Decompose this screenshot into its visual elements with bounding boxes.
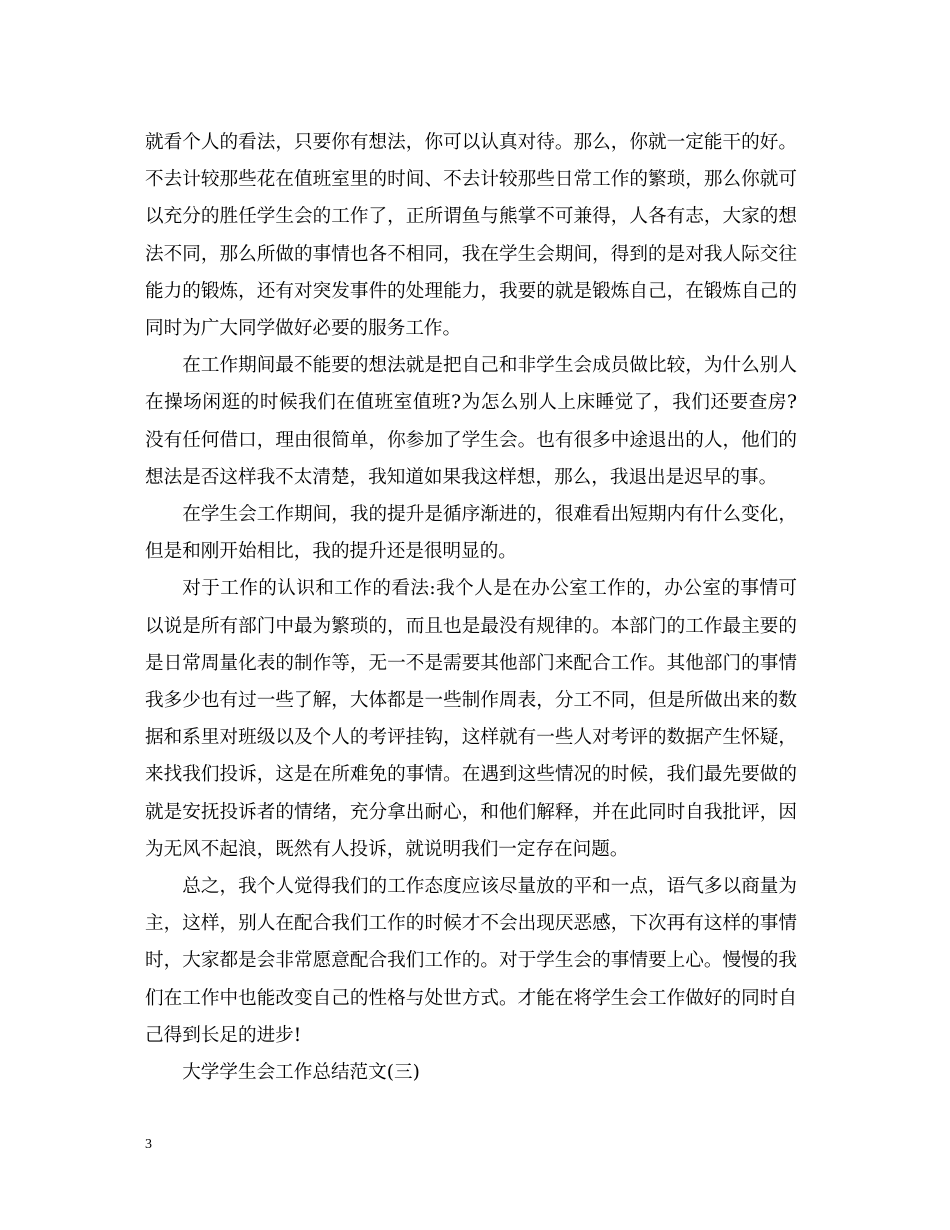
section-heading: 大学学生会工作总结范文(三) bbox=[182, 1062, 420, 1084]
paragraph-2: 在工作期间最不能要的想法就是把自己和非学生会成员做比较，为什么别人在操场闲逛的时候我们在值班室值班?为怎么别人上床睡觉了，我们还要查房?没有任何借口，理由很简单，你参加了学生会。也有很多中途退出的人，他们的想法是否这样我不太清楚，我知道如果我这样想，那么，我退出是迟早的事。 bbox=[145, 355, 797, 488]
document-body bbox=[145, 124, 797, 1091]
paragraph-4: 对于工作的认识和工作的看法:我个人是在办公室工作的，办公室的事情可以说是所有部门中最为繁琐的，而且也是最没有规律的。本部门的工作最主要的是日常周量化表的制作等，无一不是需要其他部门来配合工作。其他部门的事情我多少也有过一些了解，大体都是一些制作周表，分工不同，但是所做出来的数据和系里对班级以及个人的考评挂钩，这样就有一些人对考评的数据产生怀疑，来找我们投诉，这是在所难免的事情。在遇到这些情况的时候，我们最先要做的就是安抚投诉者的情绪，充分拿出耐心，和他们解释，并在此同时自我批评，因为无风不起浪，既然有人投诉，就说明我们一定存在问题。 bbox=[145, 578, 797, 860]
paragraph-5: 总之，我个人觉得我们的工作态度应该尽量放的平和一点，语气多以商量为主，这样，别人在配合我们工作的时候才不会出现厌恶感，下次再有这样的事情时，大家都是会非常愿意配合我们工作的。对于学生会的事情要上心。慢慢的我们在工作中也能改变自己的性格与处世方式。才能在将学生会工作做好的同时自己得到长足的进步! bbox=[145, 876, 797, 1046]
paragraph-3: 在学生会工作期间，我的提升是循序渐进的，很难看出短期内有什么变化，但是和刚开始相比，我的提升还是很明显的。 bbox=[145, 504, 797, 563]
paragraph-1: 就看个人的看法，只要你有想法，你可以认真对待。那么，你就一定能干的好。不去计较那些花在值班室里的时间、不去计较那些日常工作的繁琐，那么你就可以充分的胜任学生会的工作了，正所谓鱼与熊掌不可兼得，人各有志，大家的想法不同，那么所做的事情也各不相同，我在学生会期间，得到的是对我人际交往能力的锻炼，还有对突发事件的处理能力，我要的就是锻炼自己，在锻炼自己的同时为广大同学做好必要的服务工作。 bbox=[145, 132, 797, 340]
page-number: 3 bbox=[145, 1137, 152, 1152]
